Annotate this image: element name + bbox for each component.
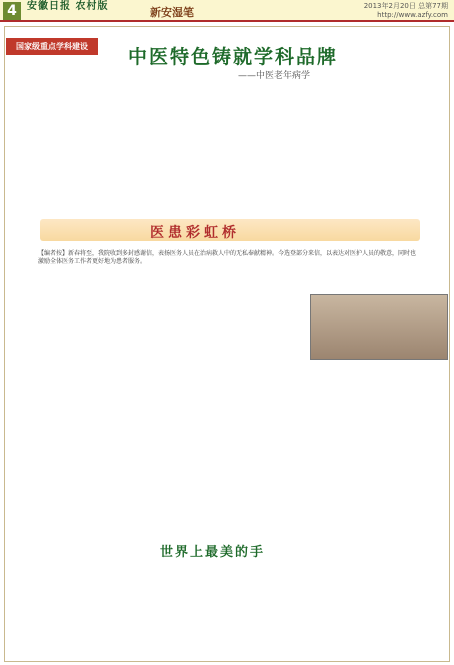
paper-name: 安徽日报 农村版: [27, 1, 109, 12]
feature-title: 世界上最美的手: [160, 545, 266, 560]
section2-title: 医患彩虹桥: [150, 225, 240, 241]
issue-date: 2013年2月20日 总第77期: [363, 2, 448, 10]
issue-info: [364, 2, 448, 20]
page-number: 4: [3, 2, 21, 20]
sidebar-box: 国家级重点学科建设: [6, 38, 98, 55]
editor-note: 【编者按】新春将至，我院收到多封感谢信，表扬医务人员在治病救人中的无私奉献精神。今选登部分来信，以表达对医护人员的敬意，同时也激励全体医务工作者更好地为患者服务。: [38, 250, 417, 265]
byline: ——中医老年病学: [238, 71, 311, 81]
section-name: 新安湿笔: [150, 6, 194, 19]
headline: 中医特色铸就学科品牌: [128, 46, 339, 68]
photo: [310, 294, 448, 360]
paper-url: http://www.azfy.com: [377, 11, 448, 19]
masthead: [0, 0, 454, 22]
